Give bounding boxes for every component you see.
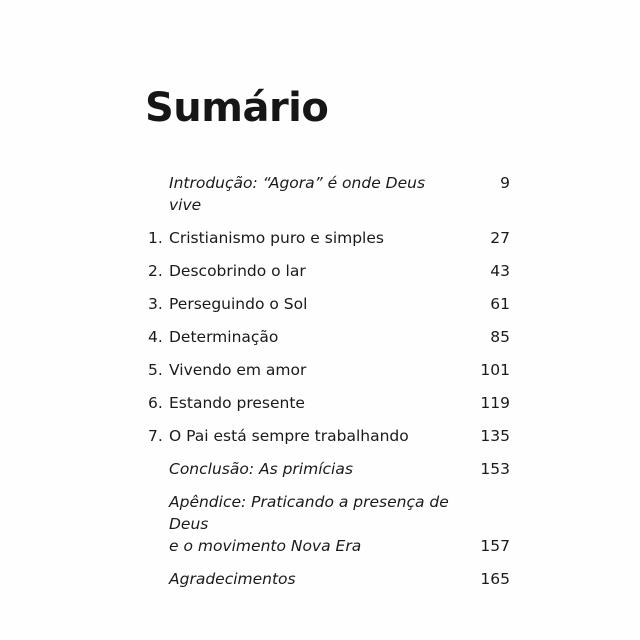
toc-entry-page: 9: [500, 174, 510, 192]
toc-entry-page: 135: [480, 427, 510, 445]
toc-entry-number: 1.: [148, 229, 163, 247]
toc-entry-page: 119: [480, 394, 510, 412]
toc-entry-label: Introdução: “Agora” é onde Deus vive: [169, 174, 426, 214]
toc-entry-label-line-2: e o movimento Nova Era: [169, 537, 362, 555]
toc-entry-page: 27: [490, 229, 510, 247]
toc-entry-chapter-4: [148, 326, 510, 348]
toc-entry-label: Perseguindo o Sol: [169, 295, 308, 313]
toc-entry-label: Conclusão: As primícias: [169, 460, 353, 478]
toc-entry-label: Estando presente: [169, 394, 305, 412]
toc-entry-page: 153: [480, 460, 510, 478]
toc-entry-conclusion: [148, 458, 510, 480]
toc-entry-introduction: [148, 172, 510, 216]
toc-entry-acknowledgements: [148, 568, 510, 590]
toc-entry-chapter-6: [148, 392, 510, 414]
toc-entry-appendix: [148, 491, 510, 557]
toc-entry-chapter-2: [148, 260, 510, 282]
toc-entry-page: 85: [490, 328, 510, 346]
toc-entry-label: Descobrindo o lar: [169, 262, 306, 280]
toc-entry-number: 4.: [148, 328, 163, 346]
page-title: Sumário: [145, 85, 329, 131]
toc-entry-label: Agradecimentos: [169, 570, 296, 588]
toc-entry-number: 6.: [148, 394, 163, 412]
toc-entry-number: 5.: [148, 361, 163, 379]
toc-entry-chapter-7: [148, 425, 510, 447]
toc-entry-label-line-1: Apêndice: Praticando a presença de Deus: [169, 493, 449, 533]
toc-entry-label: [169, 491, 460, 557]
toc-entry-page: 165: [480, 570, 510, 588]
toc-entry-chapter-1: [148, 227, 510, 249]
toc-entry-page: 101: [480, 361, 510, 379]
toc-entry-page: 61: [490, 295, 510, 313]
toc-entry-label: Vivendo em amor: [169, 361, 307, 379]
toc-entry-label: Cristianismo puro e simples: [169, 229, 384, 247]
toc-entry-number: 2.: [148, 262, 163, 280]
toc-entry-chapter-3: [148, 293, 510, 315]
toc-entry-label: Determinação: [169, 328, 279, 346]
toc-entry-label: O Pai está sempre trabalhando: [169, 427, 409, 445]
toc-entry-page: 157: [480, 537, 510, 555]
table-of-contents: [148, 172, 510, 590]
toc-entry-number: 7.: [148, 427, 163, 445]
toc-entry-page: 43: [490, 262, 510, 280]
toc-entry-chapter-5: [148, 359, 510, 381]
toc-entry-number: 3.: [148, 295, 163, 313]
